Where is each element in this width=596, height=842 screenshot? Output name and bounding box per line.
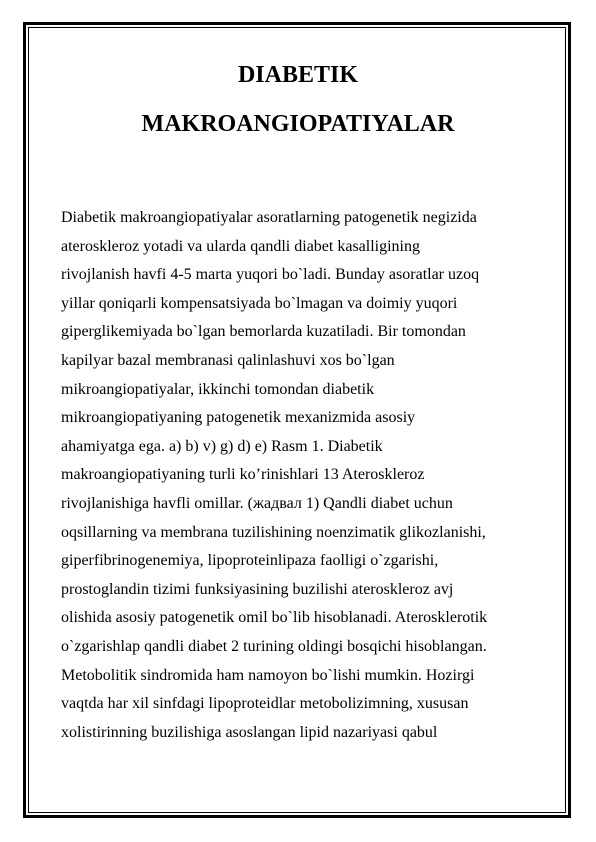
body-line: ateroskleroz yotadi va ularda qandli diabet kasalligining xyxy=(61,237,420,255)
body-paragraph xyxy=(61,204,551,747)
body-line: oqsillarning va membrana tuzilishining noenzimatik glikozlanishi, xyxy=(61,523,486,541)
body-line: rivojlanishiga havfli omillar. (жадвал 1) Qandli diabet uchun xyxy=(61,494,453,512)
body-line: Metobolitik sindromida ham namoyon bo`lishi mumkin. Hozirgi xyxy=(61,666,475,684)
body-line: kapilyar bazal membranasi qalinlashuvi xos bo`lgan xyxy=(61,351,395,369)
page-title-line-1: DIABETIK xyxy=(237,62,359,88)
body-line: ahamiyatga ega. a) b) v) g) d) e) Rasm 1. Diabetik xyxy=(61,437,383,455)
body-line: giperglikemiyada bo`lgan bemorlarda kuzatiladi. Bir tomondan xyxy=(61,323,466,341)
body-line: olishida asosiy patogenetik omil bo`lib hisoblanadi. Aterosklerotik xyxy=(61,609,488,627)
body-line: vaqtda har xil sinfdagi lipoproteidlar metobolizimning, xususan xyxy=(61,695,469,713)
body-line: prostoglandin tizimi funksiyasining buzilishi ateroskleroz avj xyxy=(61,580,454,598)
body-line: giperfibrinogenemiya, lipoproteinlipaza faolligi o`zgarishi, xyxy=(61,552,439,570)
body-line: mikroangiopatiyalar, ikkinchi tomondan diabetik xyxy=(61,380,375,398)
page-title-line-2: MAKROANGIOPATIYALAR xyxy=(141,111,455,137)
body-line: mikroangiopatiyaning patogenetik mexanizmida asosiy xyxy=(61,409,416,427)
body-line: xolistirinning buzilishiga asoslangan lipid nazariyasi qabul xyxy=(61,723,438,741)
body-line: rivojlanish havfi 4-5 marta yuqori bo`ladi. Bunday asoratlar uzoq xyxy=(61,266,480,284)
body-line: Diabetik makroangiopatiyalar asoratlarning patogenetik negizida xyxy=(61,209,477,226)
body-line: o`zgarishlap qandli diabet 2 turining oldingi bosqichi hisoblangan. xyxy=(61,637,487,655)
body-line: makroangiopatiyaning turli ko’rinishlari 13 Ateroskleroz xyxy=(61,466,425,484)
body-line: yillar qoniqarli kompensatsiyada bo`lmagan va doimiy yuqori xyxy=(61,294,458,312)
